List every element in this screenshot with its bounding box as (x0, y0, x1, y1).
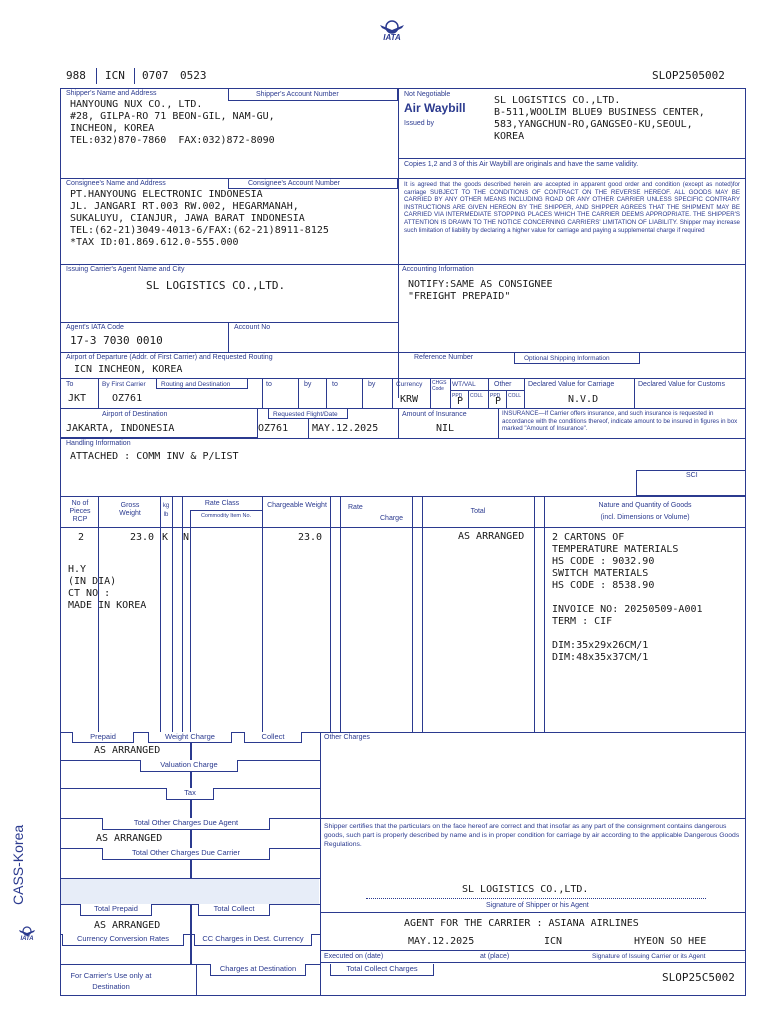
agent-iata-code: 17-3 7030 0010 (70, 334, 163, 347)
agent-iata-code-label: Agent's IATA Code (66, 324, 124, 331)
departure-airport: ICN INCHEON, KOREA (74, 364, 183, 375)
agent-label: Issuing Carrier's Agent Name and City (66, 266, 185, 273)
chgs-code-label: CHGS Code (432, 380, 447, 392)
total-value: AS ARRANGED (458, 531, 525, 542)
issued-by-label: Issued by (404, 120, 434, 127)
air-waybill-title: Air Waybill (404, 101, 466, 115)
shipper-account-label: Shipper's Account Number (256, 91, 339, 98)
executed-date: MAY.12.2025 (408, 936, 475, 947)
nature-of-goods: 2 CARTONS OF TEMPERATURE MATERIALS HS CODE : 9032.90 SWITCH MATERIALS HS CODE : 8538.90 INVOICE NO: 20250509-A001 TERM : CIF DIM:35x29x26CM/1 DIM:48x35x37CM/1 (552, 532, 703, 663)
shipper-text: HANYOUNG NUX CO., LTD. #28, GILPA-RO 71 BEON-GIL, NAM-GU, INCHEON, KOREA TEL:032)870-7860 FAX:032)872-8090 (70, 99, 275, 146)
flight-value: OZ761 (258, 423, 289, 434)
chargeable-weight-header: Chargeable Weight (267, 502, 327, 509)
iata-logo-text: IATA (383, 33, 401, 42)
conditions-text: It is agreed that the goods described herein are accepted in apparent good order and condition (except as noted)for carriage SUBJECT TO THE CONDITIONS OF CONTRACT ON THE REVERSE HEREOF. ALL GOODS MAY BE CARRIED BY ANY OTHER MEANS INCLUDING ROAD OR ANY OTHER CARRIER UNLESS SPECIFIC CONTRARY INSTRUCTIONS ARE GIVEN HEREON BY THE SHIPPER, AND SHIPPER AGREES THAT THE SHIPMENT MAY BE CARRIED VIA INTERMEDIATE STOPPING PLACES WHICH THE CARRIER DEEMS APPROPRIATE. THE SHIPPER'S ATTENTION IS DRAWN TO THE NOTICE CONCERNING CARRIERS' LIMITATION OF LIABILITY. Shipper may increase such limitation of liability by declaring a higher value for carriage and paying a supplemental charge if required (404, 181, 740, 234)
chargeable-weight-value: 23.0 (298, 532, 323, 543)
to-value: JKT (68, 393, 87, 404)
declared-carriage-value: N.V.D (568, 394, 599, 405)
other-coll-label: COLL (508, 393, 522, 399)
shipper-label: Shipper's Name and Address (66, 90, 157, 97)
rate-class-header: Rate Class (204, 500, 240, 507)
total-prepaid-tab: Total Prepaid (80, 904, 152, 916)
insurance-value: NIL (436, 423, 455, 434)
currency-value: KRW (400, 394, 419, 405)
total-collect-tab: Total Collect (198, 904, 270, 916)
gross-weight-value: 23.0 (130, 532, 155, 543)
side-iata-text: IATA (20, 936, 34, 942)
total-collect-charges-tab: Total Collect Charges (330, 964, 434, 976)
other-due-agent-tab: Total Other Charges Due Agent (102, 818, 270, 830)
consignee-account-label: Consignee's Account Number (248, 180, 340, 187)
charge-header: Charge (380, 515, 403, 522)
by2-label: by (304, 381, 312, 388)
collect-tab: Collect (244, 732, 302, 743)
valuation-charge-tab: Valuation Charge (140, 760, 238, 772)
iata-logo (372, 18, 412, 42)
departure-label: Airport of Departure (Addr. of First Carrier) and Requested Routing (66, 354, 273, 361)
prepaid-tab: Prepaid (72, 732, 134, 743)
rate-header: Rate (348, 504, 363, 511)
shipper-certification: Shipper certifies that the particulars on the face hereof are correct and that insofar as any part of the consignment contains dangerous goods, such part is properly described by name and is in proper condition for carriage by air according to the applicable Dangerous Goods Regulations. (324, 823, 740, 848)
nature-subheader: (incl. Dimensions or Volume) (600, 514, 690, 521)
weight-charge-tab: Weight Charge (148, 732, 232, 743)
wtval-ppd-value: P (457, 396, 464, 407)
currency-label: Currency (396, 381, 423, 388)
awb-serial-2: 0523 (180, 69, 207, 82)
other-ppd-label: PPD (490, 393, 501, 399)
hawb-number-bottom: SLOP25C5002 (662, 971, 735, 984)
carrier-signature-label: Signature of Issuing Carrier or its Agent (592, 953, 706, 960)
routing-destination-label: Routing and Destination (161, 381, 231, 388)
currency-conversion-tab: Currency Conversion Rates (62, 934, 184, 946)
wtval-label: WT/VAL (452, 381, 476, 388)
total-header: Total (470, 508, 486, 515)
to3-label: to (332, 381, 338, 388)
other-label: Other (494, 381, 512, 388)
total-prepaid-value: AS ARRANGED (94, 920, 161, 931)
wtval-ppd-label: PPD (452, 393, 463, 399)
flight-date-value: MAY.12.2025 (312, 423, 379, 434)
agent-name: SL LOGISTICS CO.,LTD. (146, 279, 286, 292)
sci-label: SCI (686, 472, 698, 479)
pieces-value: 2 (78, 532, 85, 543)
weight-unit-value: K (162, 532, 169, 543)
pieces-header: No of Pieces RCP (69, 500, 91, 523)
awb-serial-1: 0707 (142, 69, 169, 82)
carrier-agent: AGENT FOR THE CARRIER : ASIANA AIRLINES (404, 918, 639, 929)
declared-carriage-label: Declared Value for Carriage (528, 381, 615, 388)
first-carrier-value: OZ761 (112, 393, 143, 404)
consignee-text: PT.HANYOUNG ELECTRONIC INDONESIA JL. JANGARI RT.003 RW.002, HEGARMANAH, SUKALUYU, CIANJUR, JAWA BARAT INDONESIA TEL:(62-21)3049-4013-6/FAX:(62-21)8911-8125 *TAX ID:01.869.612.0-555.000 (70, 189, 329, 248)
accounting-label: Accounting Information (402, 266, 474, 273)
issuer-text: SL LOGISTICS CO.,LTD. B-511,WOOLIM BLUE9 BUSINESS CENTER, 583,YANGCHUN-RO,GANGSEO-KU,SEOUL, KOREA (494, 95, 705, 142)
optional-shipping-label: Optional Shipping Information (524, 355, 610, 362)
accounting-text: NOTIFY:SAME AS CONSIGNEE "FREIGHT PREPAID" (408, 279, 553, 302)
flight-date-label: Requested Flight/Date (273, 411, 338, 418)
tax-tab: Tax (166, 788, 214, 800)
commodity-header: Commodity Item No. (200, 513, 252, 519)
wtval-coll-label: COLL (470, 393, 484, 399)
destination-value: JAKARTA, INDONESIA (66, 423, 175, 434)
kg-lb-header: kg lb (162, 503, 170, 518)
insurance-note: INSURANCE—If Carrier offers insurance, and such insurance is requested in accordance with the conditions thereof, indicate amount to be insured in figures in box marked "Amount of Insurance". (502, 410, 738, 433)
gross-weight-header: Gross Weight (119, 502, 141, 517)
handling-label: Handling Information (66, 440, 131, 447)
destination-label: Airport of Destination (102, 411, 168, 418)
copies-note: Copies 1,2 and 3 of this Air Waybill are originals and have the same validity. (404, 161, 639, 168)
not-negotiable-label: Not Negotiable (404, 91, 451, 98)
insurance-label: Amount of Insurance (402, 411, 467, 418)
carrier-use-label: For Carrier's Use only at Destination (70, 971, 152, 991)
cc-charges-dest-tab: CC Charges in Dest. Currency (194, 934, 312, 946)
nature-header: Nature and Quantity of Goods (598, 502, 692, 509)
handling-text: ATTACHED : COMM INV & P/LIST (70, 451, 239, 462)
agent-account-label: Account No (234, 324, 271, 331)
awb-origin-code: ICN (105, 69, 125, 82)
weight-charge-prepaid: AS ARRANGED (94, 745, 161, 756)
to-label: To (66, 381, 74, 388)
carrier-signature: HYEON SO HEE (634, 936, 707, 947)
reference-label: Reference Number (414, 354, 474, 361)
to2-label: to (266, 381, 272, 388)
by3-label: by (368, 381, 376, 388)
cass-korea-side-text: CASS-Korea (10, 824, 26, 905)
shipper-signature-label: Signature of Shipper or his Agent (486, 902, 589, 909)
executed-on-label: Executed on (date) (324, 953, 384, 960)
other-due-carrier-tab: Total Other Charges Due Carrier (102, 848, 270, 860)
hawb-number-top: SLOP2505002 (652, 69, 725, 82)
other-ppd-value: P (495, 396, 502, 407)
shipper-signature: SL LOGISTICS CO.,LTD. (462, 884, 589, 895)
rate-class-value: N (183, 532, 190, 543)
awb-prefix: 988 (66, 69, 86, 82)
side-iata-logo (16, 922, 38, 944)
charges-at-destination-tab: Charges at Destination (210, 964, 306, 976)
declared-customs-label: Declared Value for Customs (638, 381, 726, 388)
executed-place: ICN (544, 936, 563, 947)
other-charges-label: Other Charges (324, 734, 370, 741)
other-due-agent-value: AS ARRANGED (96, 833, 163, 844)
by-first-carrier-label: By First Carrier (102, 381, 146, 388)
at-place-label: at (place) (480, 953, 510, 960)
consignee-label: Consignee's Name and Address (66, 180, 166, 187)
shipping-marks: H.Y (IN DIA) CT NO : MADE IN KOREA (68, 564, 147, 611)
